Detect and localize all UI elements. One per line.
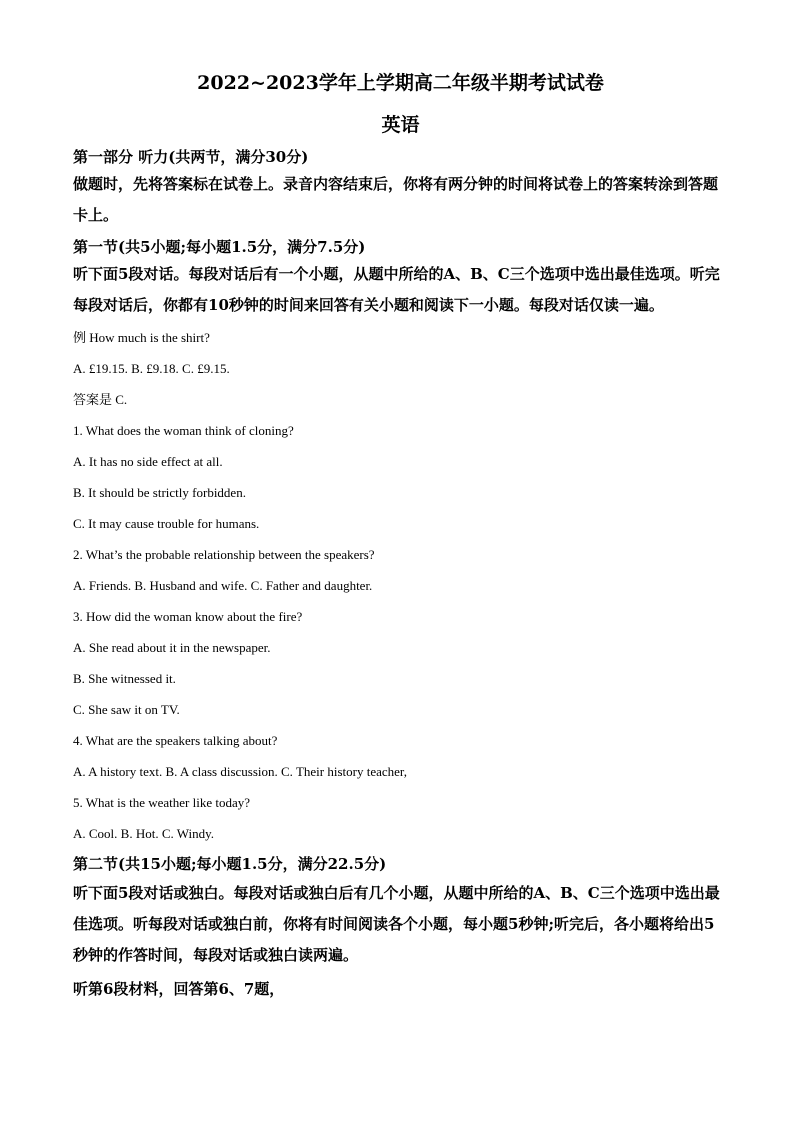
question-5-options: A. Cool. B. Hot. C. Windy. [73,826,215,841]
section1-instruction: 听下面5段对话。每段对话后有一个小题，从题中所给的A、B、C三个选项中选出最佳选项。听完每段对话后，你都有10秒钟的时间来回答有关小题和阅读下一小题。每段对话仅读一遍。 [73,265,720,314]
question-1: 1. What does the woman think of cloning? [73,423,294,438]
exam-page [73,70,728,1000]
question-3-option-a: A. She read about it in the newspaper. [73,640,271,655]
example-answer: 答案是 C. [73,392,128,407]
section1-heading: 第一节(共5小题;每小题1.5分，满分7.5分) [73,238,366,256]
exam-title: 2022~2023学年上学期高二年级半期考试试卷 [197,72,604,94]
material-6-heading: 听第6段材料，回答第6、7题， [73,980,285,998]
question-1-option-a: A. It has no side effect at all. [73,454,223,469]
question-3: 3. How did the woman know about the fire? [73,609,303,624]
part1-heading: 第一部分 听力(共两节，满分30分) [73,148,309,166]
example-question: 例 How much is the shirt? [73,330,210,345]
part1-instruction: 做题时，先将答案标在试卷上。录音内容结束后，你将有两分钟的时间将试卷上的答案转涂到答题卡上。 [73,175,719,224]
question-2: 2. What’s the probable relationship between the speakers? [73,547,375,562]
subject-title: 英语 [381,114,420,136]
question-1-option-b: B. It should be strictly forbidden. [73,485,246,500]
example-options: A. £19.15. B. £9.18. C. £9.15. [73,361,230,376]
question-4: 4. What are the speakers talking about? [73,733,278,748]
section2-heading: 第二节(共15小题;每小题1.5分，满分22.5分) [73,855,387,873]
section2-instruction: 听下面5段对话或独白。每段对话或独白后有几个小题，从题中所给的A、B、C三个选项中选出最佳选项。听每段对话或独白前，你将有时间阅读各个小题，每小题5秒钟;听完后，各小题将给出5秒钟的作答时间，每段对话或独白读两遍。 [73,884,720,964]
question-2-options: A. Friends. B. Husband and wife. C. Father and daughter. [73,578,373,593]
question-4-options: A. A history text. B. A class discussion. C. Their history teacher, [73,764,407,779]
question-3-option-b: B. She witnessed it. [73,671,176,686]
question-5: 5. What is the weather like today? [73,795,251,810]
question-1-option-c: C. It may cause trouble for humans. [73,516,260,531]
question-3-option-c: C. She saw it on TV. [73,702,180,717]
